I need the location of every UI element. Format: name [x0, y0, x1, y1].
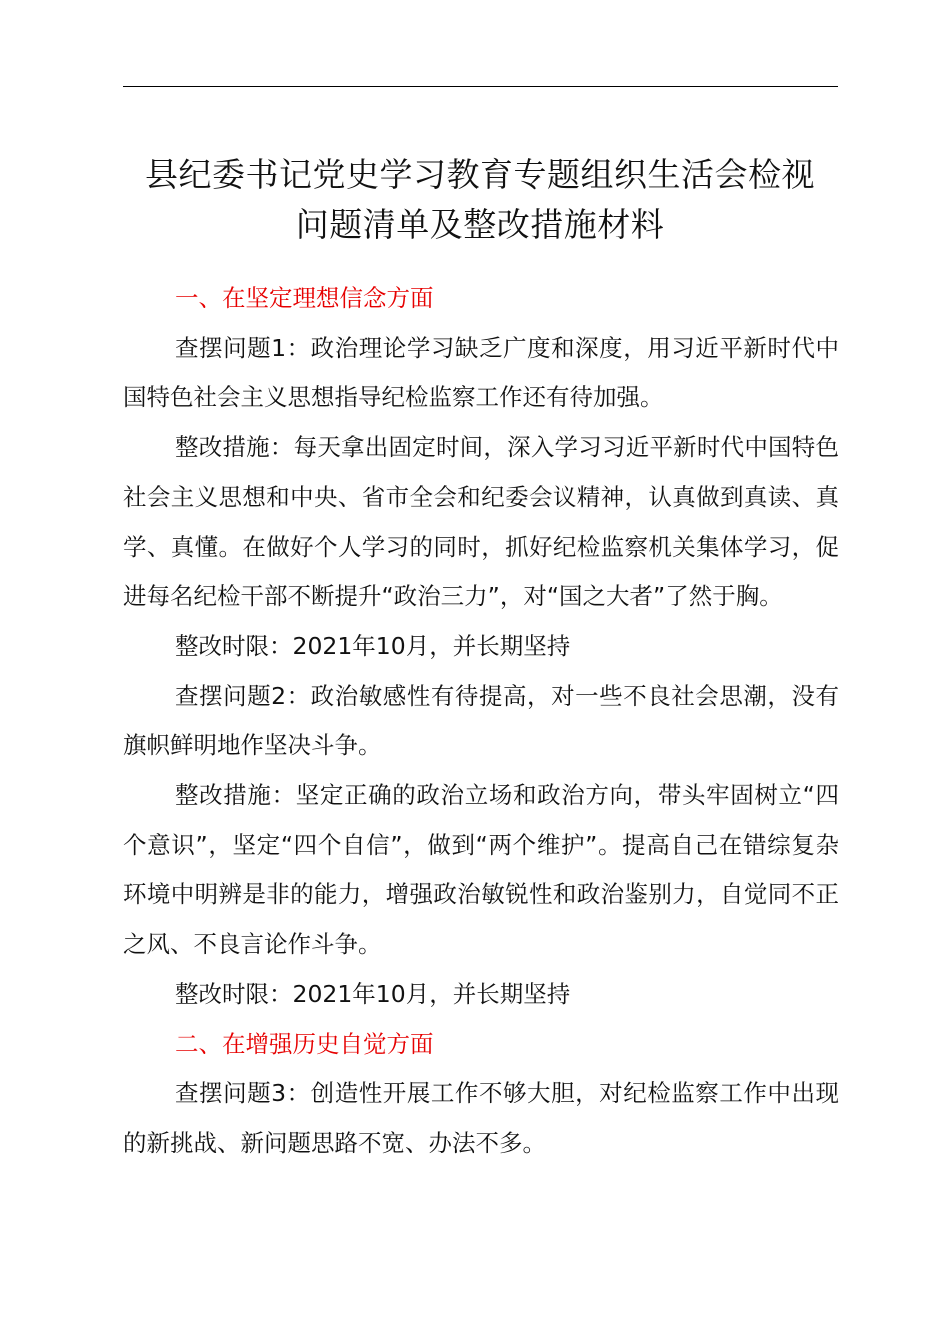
problem-3: 查摆问题3：创造性开展工作不够大胆，对纪检监察工作中出现的新挑战、新问题思路不宽、办法不多。: [123, 1079, 839, 1157]
rectification-measures-1: 整改措施：每天拿出固定时间，深入学习习近平新时代中国特色社会主义思想和中央、省市全会和纪委会议精神，认真做到真读、真学、真懂。在做好个人学习的同时，抓好纪检监察机关集体学习，促进每名纪检干部不断提升“政治三力”，对“国之大者”了然于胸。: [123, 433, 839, 611]
rectification-measures-2: 整改措施：坚定正确的政治立场和政治方向，带头牢固树立“四个意识”，坚定“四个自信”，做到“两个维护”。提高自己在错综复杂环境中明辨是非的能力，增强政治敏锐性和政治鉴别力，自觉同不正之风、不良言论作斗争。: [123, 781, 839, 959]
problem-1: 查摆问题1：政治理论学习缺乏广度和深度，用习近平新时代中国特色社会主义思想指导纪检监察工作还有待加强。: [123, 333, 839, 412]
title-line-2: 问题清单及整改措施材料: [295, 205, 665, 244]
problem-2: 查摆问题2：政治敏感性有待提高，对一些不良社会思潮，没有旗帜鲜明地作坚决斗争。: [123, 681, 839, 760]
section-heading-2: 二、在增强历史自觉方面: [175, 1029, 434, 1058]
section-heading-1: 一、在坚定理想信念方面: [175, 284, 434, 312]
rectification-deadline-1: 整改时限：2021年10月，并长期坚持: [175, 631, 571, 660]
document-title: [110, 150, 850, 250]
header-rule: [123, 86, 838, 87]
title-line-1: 县纪委书记党史学习教育专题组织生活会检视: [145, 155, 815, 194]
rectification-deadline-2: 整改时限：2021年10月，并长期坚持: [175, 979, 571, 1008]
document-body: [123, 274, 839, 1169]
